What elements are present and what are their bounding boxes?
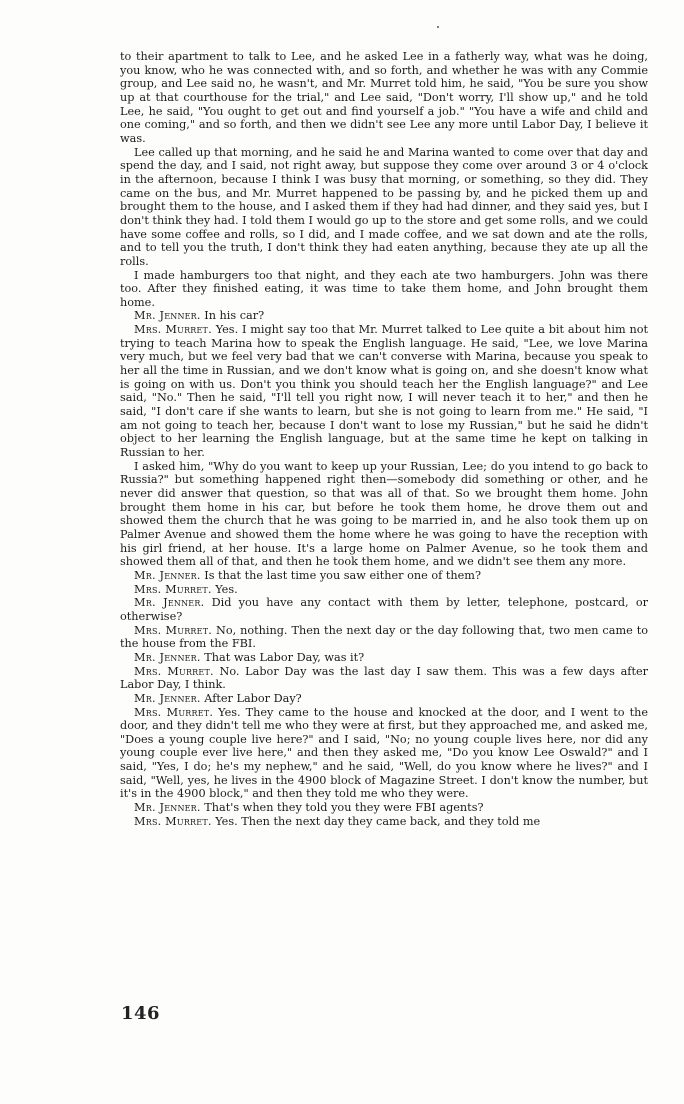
paragraph-text: That's when they told you they were FBI agents?: [204, 801, 484, 815]
paragraph-text: Yes.: [215, 582, 238, 596]
paragraph: [120, 583, 648, 597]
paragraph: [120, 692, 648, 706]
testimony-text: [120, 50, 648, 828]
speaker-label: Mr. Jenner.: [134, 691, 201, 705]
paragraph: [120, 569, 648, 583]
paragraph-text: Yes. I might say too that Mr. Murret talked to Lee quite a bit about him not trying to teach Marina how to speak the English language. He said, "Lee, we love Marina very much, but we feel very bad that we can't converse with Marina, because you speak to her all the time in Russian, and we don't know what is going on, and she doesn't know what is going on with us. Don't you think you should teach her the English language?" and Lee said, "No." Then he said, "I'll tell you right now, I will never teach it to her," and then he said, "I don't care if she wants to learn, but she is not going to learn from me." He said, "I am not going to teach her, because I don't want to lose my Russian," but he said he didn't object to her learning the English language, but at the same time he kept on talking in Russian to her.: [120, 323, 648, 460]
paragraph: [120, 801, 648, 815]
paragraph: [120, 651, 648, 665]
paragraph: [120, 665, 648, 692]
speaker-label: Mr. Jenner.: [134, 309, 201, 323]
paragraph: [120, 624, 648, 651]
paragraph: [120, 146, 648, 269]
speaker-label: Mrs. Murret.: [134, 814, 212, 828]
speaker-label: Mrs. Murret.: [134, 582, 212, 596]
speaker-label: Mrs. Murret.: [134, 323, 212, 337]
paragraph-text: No. Labor Day was the last day I saw them. This was a few days after Labor Day, I think.: [120, 664, 648, 692]
paragraph: [120, 460, 648, 569]
speaker-label: Mrs. Murret.: [134, 623, 213, 637]
speaker-label: Mr. Jenner.: [134, 596, 205, 610]
paragraph-text: After Labor Day?: [204, 691, 302, 705]
paragraph-text: I made hamburgers too that night, and they each ate two hamburgers. John was there too. After they finished eating, it was time to take them home, and John brought them home.: [120, 268, 648, 309]
paragraph: [120, 815, 648, 829]
paragraph-text: That was Labor Day, was it?: [204, 650, 365, 664]
paragraph: [120, 269, 648, 310]
paragraph-text: I asked him, "Why do you want to keep up your Russian, Lee; do you intend to go back to Russia?" but something happened right then—somebody did something or other, and he never did answer that question, so that was all of that. So we brought them home. John brought them home in his car, but before he took them home, he drove them out and showed them the church that he was going to be married in, and he also took them up on Palmer Avenue and showed them the home where he was going to have the reception with his girl friend, at her house. It's a large home on Palmer Avenue, so he took them and showed them all of that, and then he took them home, and we didn't see them any more.: [120, 459, 648, 569]
speaker-label: Mrs. Murret.: [134, 705, 214, 719]
paragraph: [120, 309, 648, 323]
paragraph: [120, 706, 648, 802]
paragraph-text: Yes. Then the next day they came back, and they told me: [215, 814, 541, 828]
paragraph-text: No, nothing. Then the next day or the day following that, two men came to the house from the FBI.: [120, 623, 649, 651]
paragraph: [120, 323, 648, 460]
speaker-label: Mr. Jenner.: [134, 568, 201, 582]
speaker-label: Mr. Jenner.: [134, 650, 201, 664]
page-number: 146: [121, 1003, 161, 1024]
paragraph-text: Did you have any contact with them by letter, telephone, postcard, or otherwise?: [120, 596, 648, 623]
paragraph-text: Is that the last time you saw either one of them?: [204, 568, 481, 582]
speaker-label: Mrs. Murret.: [134, 664, 214, 678]
paragraph-text: Yes. They came to the house and knocked at the door, and I went to the door, and they didn't tell me who they were at first, but they approached me, and asked me, "Does a young couple live here?" and I said, "No; no young couple lives here, nor did any young couple ever live here," and then they asked me, "Do you know Lee Oswald?" and I said, "Yes, I do; he's my nephew," and he said, "Well, do you know where he lives?" and I said, "Well, yes, he lives in the 4900 block of Magazine Street. I don't know the number, but it's in the 4900 block," and then they told me who they were.: [120, 705, 648, 801]
paragraph-text: to their apartment to talk to Lee, and he asked Lee in a fatherly way, what was he doing, you know, who he was connected with, and so forth, and whether he was with any Commie group, and Lee said no, he wasn't, and Mr. Murret told him, he said, "You be sure you show up at that courthouse for the trial," and Lee said, "Don't worry, I'll show up," and he told Lee, he said, "You ought to get out and find yourself a job." "You have a wife and child and one coming," and so forth, and then we didn't see Lee any more until Labor Day, I believe it was.: [120, 50, 648, 145]
paragraph-text: In his car?: [204, 309, 265, 323]
paragraph: [120, 596, 648, 623]
scan-speck: [437, 26, 439, 28]
paragraph-text: Lee called up that morning, and he said he and Marina wanted to come over that day and spend the day, and I said, not right away, but suppose they come over around 3 or 4 o'clock in the afternoon, because I think I was busy that morning, or something, so they did. They came on the bus, and Mr. Murret happened to be passing by, and he picked them up and brought them to the house, and I asked them if they had had dinner, and they said yes, but I don't think they had. I told them I would go up to the store and get some rolls, and we could have some coffee and rolls, so I did, and I made coffee, and we sat down and ate the rolls, and to tell you the truth, I don't think they had eaten anything, because they ate up all the rolls.: [120, 145, 648, 268]
speaker-label: Mr. Jenner.: [134, 801, 201, 815]
paragraph: [120, 50, 648, 146]
